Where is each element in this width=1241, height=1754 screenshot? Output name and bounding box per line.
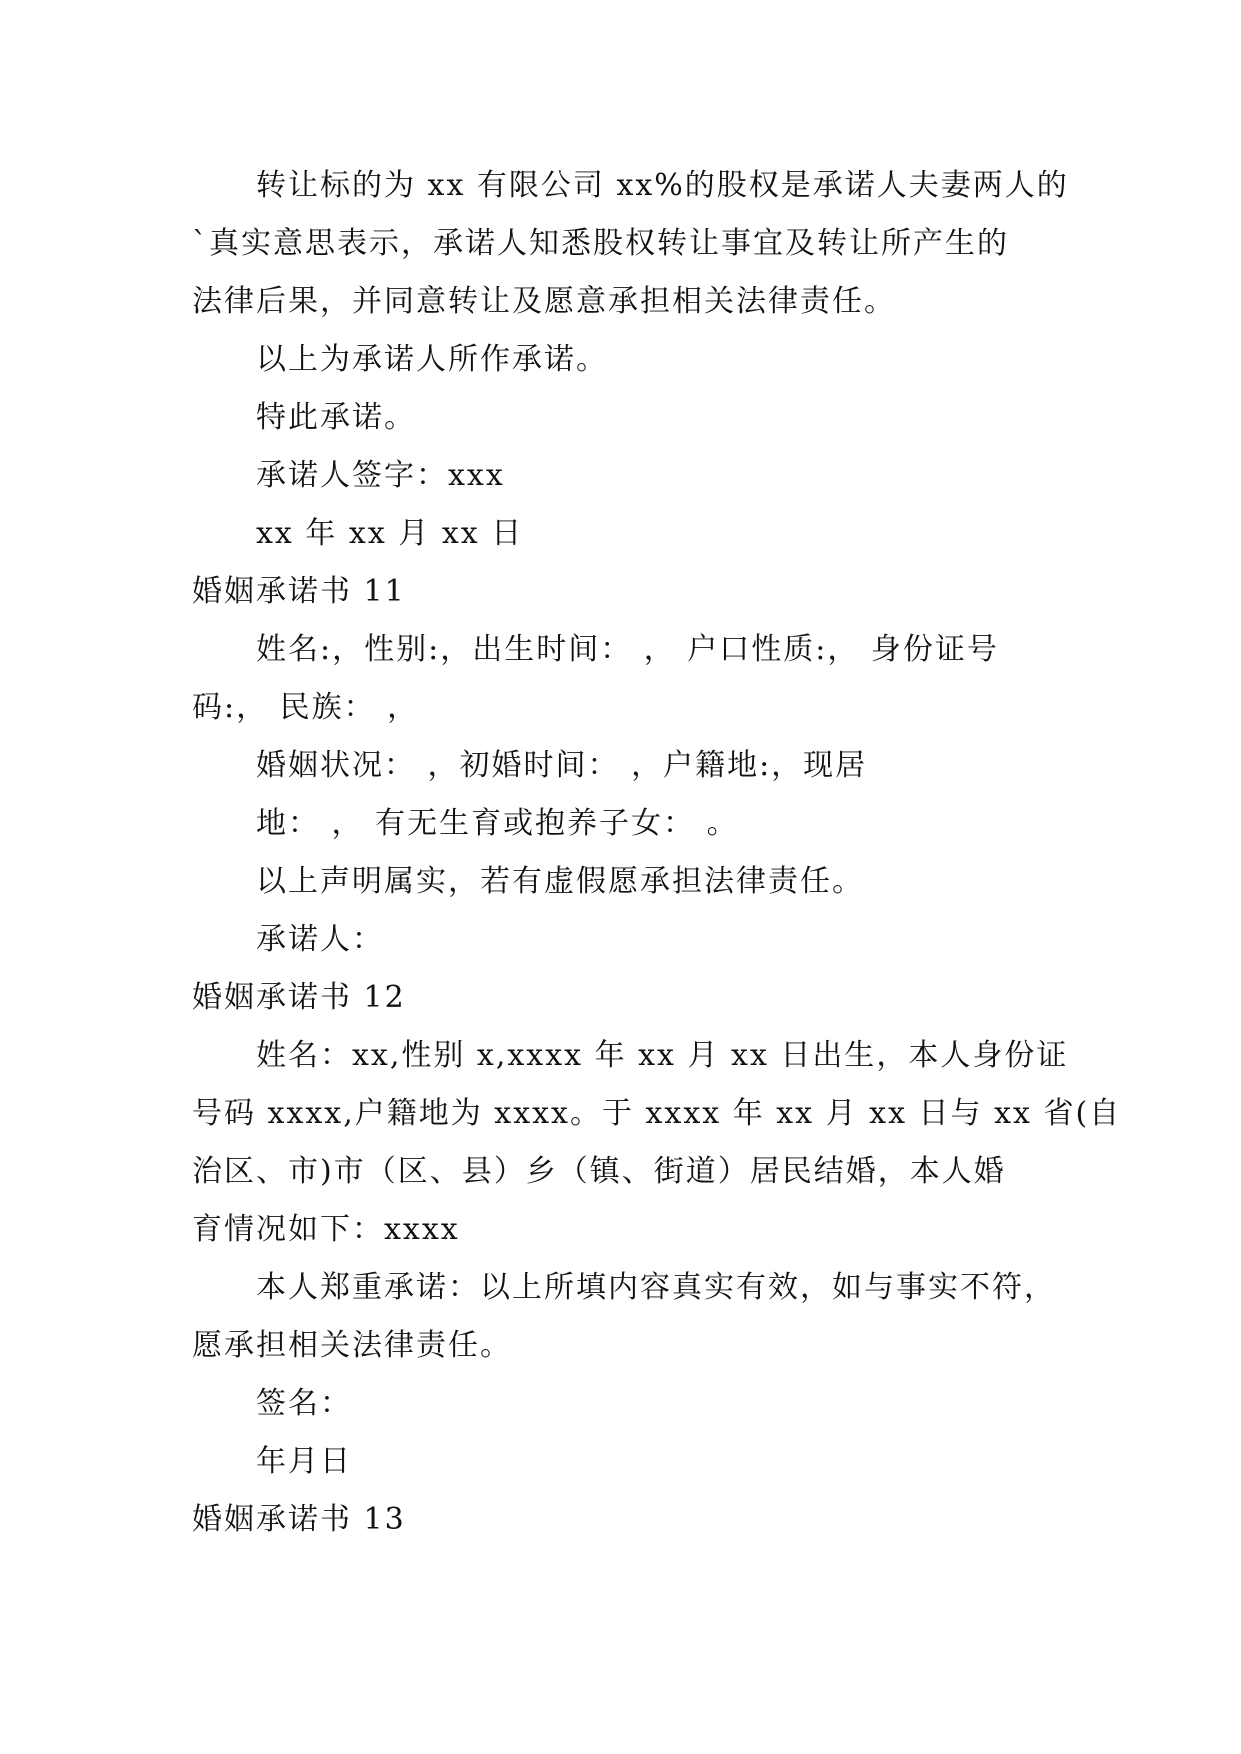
date-line: xx 年 xx 月 xx 日 <box>256 516 524 551</box>
signature-line: 签名： <box>256 1386 352 1421</box>
paragraph-line: 婚姻状况： ，初婚时间： ，户籍地:，现居 <box>256 748 868 783</box>
section-heading: 婚姻承诺书 12 <box>192 980 406 1015</box>
signature-line: 承诺人： <box>256 922 384 957</box>
paragraph-line: 码:， 民族： ， <box>192 690 420 725</box>
paragraph-line: 本人郑重承诺：以上所填内容真实有效，如与事实不符， <box>256 1270 1056 1305</box>
paragraph-line: 法律后果，并同意转让及愿意承担相关法律责任。 <box>192 284 896 319</box>
section-heading: 婚姻承诺书 11 <box>192 574 406 609</box>
paragraph-line: 转让标的为 xx 有限公司 xx%的股权是承诺人夫妻两人的 <box>256 168 1069 203</box>
paragraph-line: 治区、市)市（区、县）乡（镇、街道）居民结婚，本人婚 <box>192 1154 1006 1189</box>
paragraph-line: 育情况如下：xxxx <box>192 1212 460 1247</box>
paragraph-line: 特此承诺。 <box>256 400 416 435</box>
signature-line: 承诺人签字：xxx <box>256 458 505 493</box>
paragraph-line: 姓名:，性别:，出生时间： ， 户口性质:， 身份证号 <box>256 632 999 667</box>
paragraph-line: 地： ， 有无生育或抱养子女： 。 <box>256 806 739 841</box>
paragraph-line: 以上声明属实，若有虚假愿承担法律责任。 <box>256 864 864 899</box>
paragraph-line: 愿承担相关法律责任。 <box>192 1328 512 1363</box>
paragraph-line: 以上为承诺人所作承诺。 <box>256 342 608 377</box>
section-heading: 婚姻承诺书 13 <box>192 1502 406 1537</box>
paragraph-line: `真实意思表示，承诺人知悉股权转让事宜及转让所产生的 <box>192 226 1009 261</box>
paragraph-line: 姓名：xx,性别 x,xxxx 年 xx 月 xx 日出生，本人身份证 <box>256 1038 1069 1073</box>
date-line: 年月日 <box>256 1444 352 1479</box>
paragraph-line: 号码 xxxx,户籍地为 xxxx。于 xxxx 年 xx 月 xx 日与 xx 省(自 <box>192 1096 1122 1131</box>
